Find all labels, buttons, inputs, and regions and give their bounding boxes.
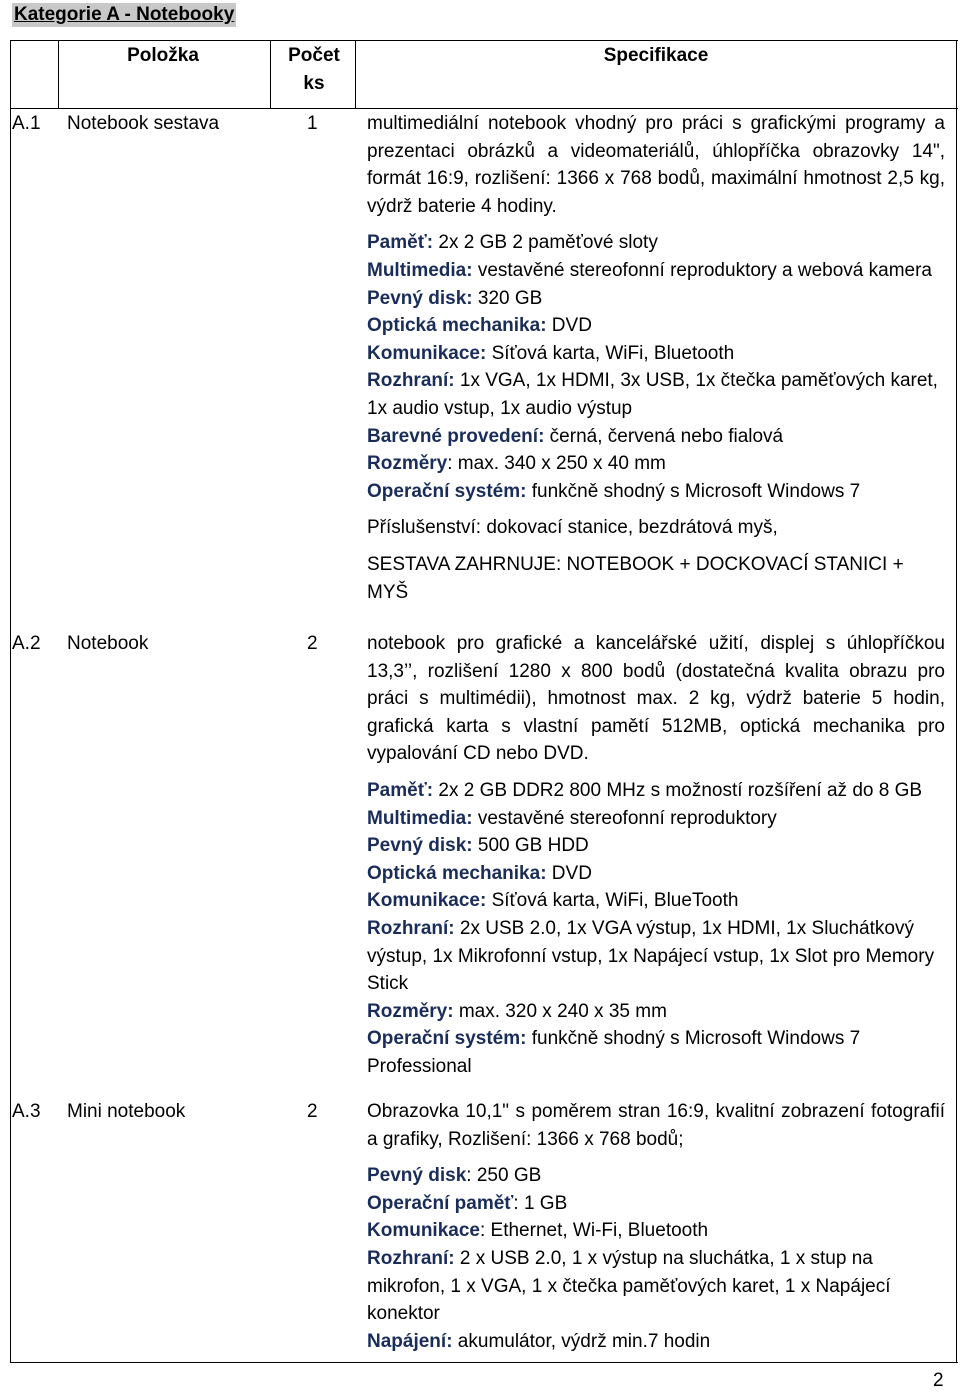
spec-param: Pevný disk: 320 GB: [367, 287, 543, 309]
table-border-right: [956, 40, 957, 1362]
spec-param: Paměť: 2x 2 GB 2 paměťové sloty: [367, 232, 658, 254]
spec-param: Optická mechanika: DVD: [367, 315, 592, 337]
table-border-top: [10, 40, 958, 41]
spec-param: Multimedia: vestavěné stereofonní reproduktory a webová kamera: [367, 259, 932, 281]
row-count: 2: [307, 1101, 318, 1122]
header-spec: Specifikace: [603, 45, 709, 66]
column-divider-name: [270, 40, 271, 108]
row-id: A.1: [12, 113, 41, 134]
row-count: 1: [307, 113, 318, 134]
spec-param: Paměť: 2x 2 GB DDR2 800 MHz s možností rozšíření až do 8 GB: [367, 779, 923, 801]
spec-param: Rozhraní: 2 x USB 2.0, 1 x výstup na sluchátka, 1 x stup na mikrofon, 1 x VGA, 1 x čtečka paměťových karet, 1 x Napájecí konektor: [367, 1247, 891, 1325]
column-divider-count: [355, 40, 356, 108]
spec-bundle: SESTAVA ZAHRNUJE: NOTEBOOK + DOCKOVACÍ STANICI + MYŠ: [367, 553, 904, 603]
spec-param: Operační systém: funkčně shodný s Microsoft Windows 7 Professional: [367, 1028, 861, 1077]
spec-param: Komunikace: Síťová karta, WiFi, BlueTooth: [367, 890, 739, 912]
spec-description: notebook pro grafické a kancelářské užití, displej s úhlopříčkou 13,3’’, rozlišení 1280 x 800 bodů (dostatečná kvalita obrazu pro práci s multimédii), hmotnost max. 2 kg, výdrž baterie 5 hodin, grafická karta s vlastní pamětí 512MB, optická mechanika pro vypalování CD nebo DVD.: [367, 633, 945, 765]
spec-param: Barevné provedení: černá, červená nebo fialová: [367, 425, 784, 447]
header-count: Počet ks: [288, 45, 340, 94]
row-spec: [367, 630, 945, 1081]
row-id: A.3: [12, 1101, 41, 1122]
spec-param: Komunikace: Síťová karta, WiFi, Bluetooth: [367, 342, 735, 364]
page-number: 2: [933, 1370, 944, 1391]
spec-param: Optická mechanika: DVD: [367, 862, 592, 884]
row-name: Mini notebook: [67, 1101, 186, 1122]
spec-param: Komunikace: Ethernet, Wi-Fi, Bluetooth: [367, 1220, 709, 1242]
spec-param: Rozměry: max. 320 x 240 x 35 mm: [367, 1000, 667, 1022]
spec-accessories: Příslušenství: dokovací stanice, bezdrátová myš,: [367, 517, 778, 539]
spec-description: multimediální notebook vhodný pro práci s grafickými programy a prezentaci obrázků a videomateriálů, úhlopříčka obrazovky 14", formát 16:9, rozlišení: 1366 x 768 bodů, maximální hmotnost 2,5 kg, výdrž baterie 4 hodiny.: [367, 113, 945, 217]
column-divider-item: [58, 40, 59, 108]
spec-param: Rozměry: max. 340 x 250 x 40 mm: [367, 453, 666, 475]
header-item: Položka: [127, 45, 199, 66]
spec-param: Pevný disk: 250 GB: [367, 1165, 542, 1187]
row-id: A.2: [12, 633, 41, 654]
table-border-bottom: [10, 1362, 958, 1363]
spec-description: Obrazovka 10,1" s poměrem stran 16:9, kvalitní zobrazení fotografií a grafiky, Rozlišení: 1366 x 768 bodů;: [367, 1101, 945, 1150]
spec-param: Rozhraní: 1x VGA, 1x HDMI, 3x USB, 1x čtečka paměťových karet, 1x audio vstup, 1x audio výstup: [367, 370, 938, 419]
row-name: Notebook sestava: [67, 113, 220, 134]
row-name: Notebook: [67, 633, 149, 654]
spec-param: Rozhraní: 2x USB 2.0, 1x VGA výstup, 1x HDMI, 1x Sluchátkový výstup, 1x Mikrofonní vstup, 1x Napájecí vstup, 1x Slot pro Memory Stick: [367, 917, 935, 995]
spec-param: Pevný disk: 500 GB HDD: [367, 835, 589, 857]
spec-param: Operační paměť: 1 GB: [367, 1192, 568, 1214]
page-title: Kategorie A - Notebooky: [14, 4, 235, 25]
spec-param: Operační systém: funkčně shodný s Microsoft Windows 7: [367, 480, 861, 502]
row-count: 2: [307, 633, 318, 654]
table-border-left: [10, 40, 11, 1362]
row-spec: [367, 110, 945, 606]
spec-param: Multimedia: vestavěné stereofonní reproduktory: [367, 807, 777, 829]
spec-param: Napájení: akumulátor, výdrž min.7 hodin: [367, 1330, 711, 1352]
row-spec: [367, 1098, 945, 1355]
header-separator: [10, 108, 958, 109]
